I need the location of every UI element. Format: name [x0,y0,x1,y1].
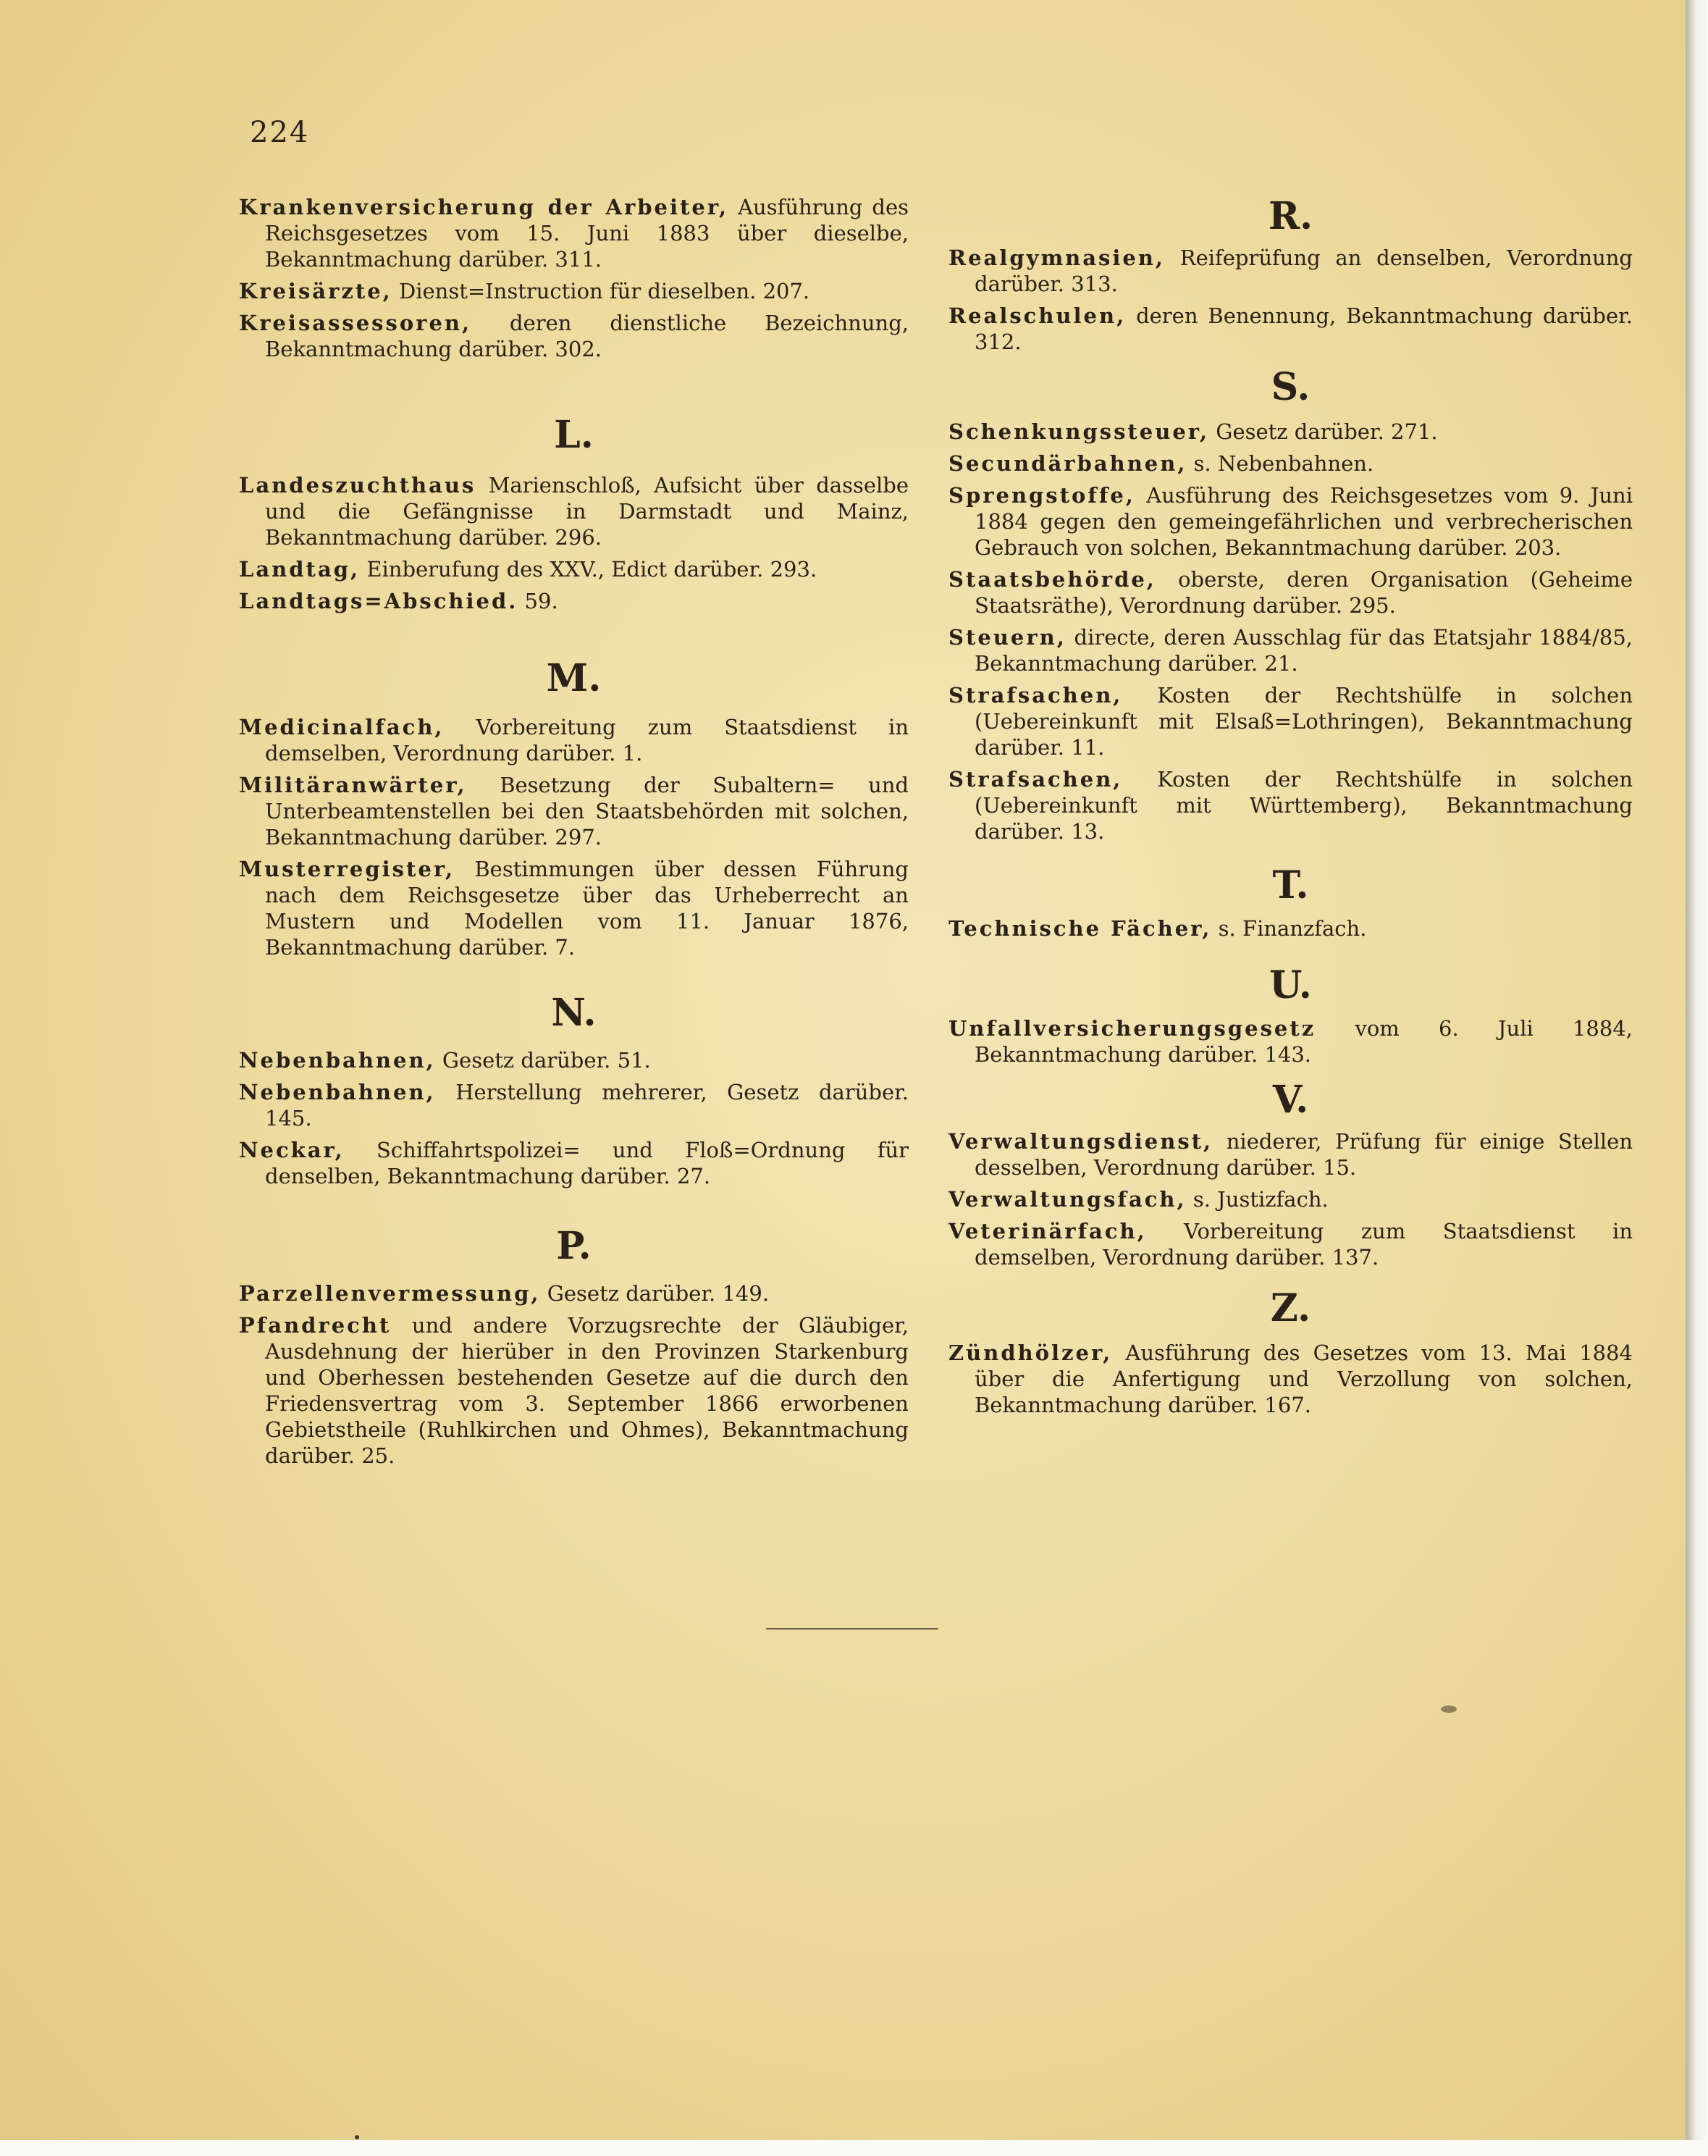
entry-headword: Musterregister, [239,857,455,881]
entry-headword: Nebenbahnen, [239,1048,436,1073]
entry-headword: Realschulen, [948,303,1127,328]
page-number: 224 [250,116,310,149]
entry-text: Dienst=Instruction für dieselben. 207. [398,279,810,303]
entry-text: s. Justizfach. [1192,1187,1329,1212]
section-letter: Z. [1270,1286,1311,1330]
entry-headword: Verwaltungsdienst, [948,1129,1213,1154]
section-r [948,194,1633,355]
entry-headword: Staatsbehörde, [948,567,1156,592]
entry-text: Vorbereitung zum Staatsdienst in demselben, Verordnung darüber. 1. [265,715,909,765]
entry-headword: Realgymnasien, [948,246,1166,270]
entry-headword: Kreisassessoren, [239,311,472,335]
section-v [948,1078,1633,1270]
index-entry [948,1186,1633,1212]
index-entry [239,556,909,582]
entry-headword: Landtag, [239,557,361,582]
entry-text: Vorbereitung zum Staatsdienst in demselben, Verordnung darüber. 137. [975,1219,1633,1270]
entry-headword: Landtags=Abschied. [239,589,518,613]
index-entry [948,1015,1633,1067]
index-entry [239,1047,909,1073]
entry-text: Gesetz darüber. 149. [547,1281,770,1306]
entry-headword: Neckar, [239,1138,345,1162]
entry-headword: Unfallversicherungsgesetz [948,1016,1316,1041]
index-entry [948,1128,1633,1180]
index-entry [239,1312,909,1469]
index-entry [948,419,1633,445]
index-entry [948,682,1633,760]
entry-text: niederer, Prüfung für einige Stellen desselben, Verordnung darüber. 15. [975,1129,1633,1180]
section-letter: N. [551,991,597,1035]
ink-dot [355,2135,359,2139]
entry-text: oberste, deren Organisation (Geheime Staatsräthe), Verordnung darüber. 295. [975,567,1633,618]
entry-headword: Nebenbahnen, [239,1080,436,1104]
entry-headword: Parzellenvermessung, [239,1281,541,1306]
section-letter: L. [554,413,594,457]
index-entry [948,303,1633,355]
scan-margin [0,2140,1708,2156]
section-n [239,991,909,1189]
index-column-right [948,194,1633,1424]
entry-text: s. Finanzfach. [1218,916,1367,941]
section-letter: M. [546,656,602,700]
index-entry [948,245,1633,297]
entry-text: Reifeprüfung an denselben, Verordnung darüber. 313. [975,246,1633,296]
index-entry [948,1340,1633,1418]
index-entry [239,856,909,960]
section-p [239,1224,909,1469]
index-entry [948,624,1633,676]
index-entry [239,194,909,272]
entry-text: Gesetz darüber. 271. [1216,419,1438,444]
index-entry [239,472,909,550]
entry-text: deren Benennung, Bekanntmachung darüber. 312. [975,303,1633,354]
entry-headword: Secundärbahnen, [948,451,1187,476]
entry-text: vom 6. Juli 1884, Bekanntmachung darüber. 143. [975,1016,1633,1067]
entry-text: Ausführung des Reichsgesetzes vom 9. Juni 1884 gegen den gemeingefährlichen und verbrecherischen Gebrauch von solchen, Bekanntmachung darüber. 203. [975,483,1633,560]
entry-headword: Verwaltungsfach, [948,1187,1187,1212]
entry-text: Gesetz darüber. 51. [442,1048,651,1073]
entry-text: Marienschloß, Aufsicht über dasselbe und die Gefängnisse in Darmstadt und Mainz, Bekanntmachung darüber. 296. [265,473,909,550]
page-edge-shadow [1686,0,1708,2156]
entry-text: 59. [524,589,558,613]
index-entry [948,766,1633,844]
entry-headword: Militäranwärter, [239,773,467,797]
section-k [239,194,909,362]
section-l [239,413,909,614]
section-s [948,365,1633,844]
index-entry [239,714,909,766]
section-letter: R. [1268,194,1313,238]
section-letter: S. [1271,365,1311,409]
entry-headword: Strafsachen, [948,683,1123,708]
index-entry [948,482,1633,561]
entry-headword: Krankenversicherung der Arbeiter, [239,195,729,219]
section-letter: T. [1272,863,1309,907]
entry-text: deren dienstliche Bezeichnung, Bekanntmachung darüber. 302. [265,311,909,361]
index-entry [239,1079,909,1131]
index-entry [239,1137,909,1189]
section-letter: V. [1272,1078,1309,1122]
index-entry [948,915,1633,941]
section-m [239,656,909,960]
ink-spot [1441,1706,1457,1713]
entry-headword: Medicinalfach, [239,715,445,739]
section-letter: U. [1269,963,1312,1007]
index-entry [239,772,909,850]
entry-text: Kosten der Rechtshülfe in solchen (Uebereinkunft mit Württemberg), Bekanntmachung darüber. 13. [975,767,1633,844]
section-u [948,963,1633,1067]
entry-headword: Sprengstoffe, [948,483,1135,508]
entry-text: Kosten der Rechtshülfe in solchen (Uebereinkunft mit Elsaß=Lothringen), Bekanntmachung darüber. 11. [975,683,1633,760]
entry-headword: Kreisärzte, [239,279,392,303]
entry-headword: Landeszuchthaus [239,473,476,498]
entry-text: Ausführung des Gesetzes vom 13. Mai 1884 über die Anfertigung und Verzollung von solchen, Bekanntmachung darüber. 167. [975,1341,1633,1417]
section-t [948,863,1633,941]
entry-headword: Steuern, [948,625,1067,650]
section-letter: P. [556,1224,592,1268]
index-entry [239,310,909,362]
index-entry [948,1218,1633,1270]
index-entry [948,566,1633,618]
index-column-left [239,194,909,1475]
index-entry [239,278,909,304]
entry-text: Einberufung des XXV., Edict darüber. 293. [366,557,817,582]
index-entry [239,588,909,614]
entry-text: und andere Vorzugsrechte der Gläubiger, Ausdehnung der hierüber in den Provinzen Starkenburg und Oberhessen bestehenden Gesetze auf die durch den Friedensvertrag vom 3. September 1866 erworbenen Gebietstheile (Ruhlkirchen und Ohmes), Bekanntmachung darüber. 25. [265,1313,909,1468]
entry-text: Ausführung des Reichsgesetzes vom 15. Juni 1883 über dieselbe, Bekanntmachung darüber. 311. [265,195,909,272]
entry-headword: Veterinärfach, [948,1219,1147,1243]
section-z [948,1286,1633,1418]
entry-headword: Strafsachen, [948,767,1123,792]
entry-headword: Technische Fächer, [948,916,1212,941]
index-entry [948,450,1633,477]
entry-text: Besetzung der Subaltern= und Unterbeamtenstellen bei den Staatsbehörden mit solchen, Bekanntmachung darüber. 297. [265,773,909,850]
entry-text: Bestimmungen über dessen Führung nach dem Reichsgesetze über das Urheberrecht an Mustern und Modellen vom 11. Januar 1876, Bekanntmachung darüber. 7. [265,857,909,960]
entry-text: Schiffahrtspolizei= und Floß=Ordnung für denselben, Bekanntmachung darüber. 27. [265,1138,909,1188]
entry-headword: Schenkungssteuer, [948,419,1210,444]
entry-text: directe, deren Ausschlag für das Etatsjahr 1884/85, Bekanntmachung darüber. 21. [975,625,1633,676]
closing-rule [766,1628,938,1629]
index-entry [239,1280,909,1306]
entry-text: s. Nebenbahnen. [1193,451,1374,476]
entry-headword: Zündhölzer, [948,1341,1113,1365]
entry-headword: Pfandrecht [239,1313,392,1338]
entry-text: Herstellung mehrerer, Gesetz darüber. 145. [265,1080,909,1131]
